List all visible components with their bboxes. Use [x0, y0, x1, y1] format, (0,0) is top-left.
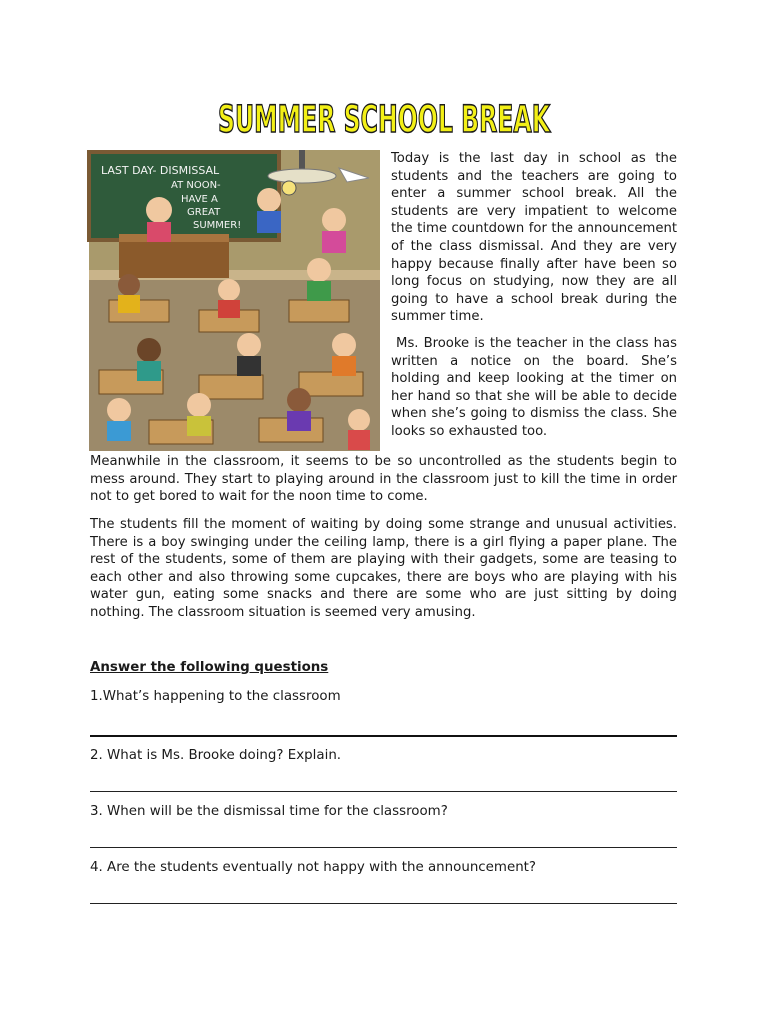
board-text-1: LAST DAY- DISMISSAL: [101, 164, 220, 177]
title-text: SUMMER SCHOOL BREAK: [218, 98, 551, 141]
paragraph-teacher: Ms. Brooke is the teacher in the class has written a notice on the board. She’s holding and keep looking at the timer on her hand so that she will be able to decide when she’s going to dismiss the class. She looks so exhausted too.: [391, 335, 677, 439]
board-text-5: SUMMER!: [193, 220, 242, 231]
paragraph-classroom: Meanwhile in the classroom, it seems to be so uncontrolled as the students begin to mess around. They start to playing around in the classroom just to kill the time in order not to get bored to wait for the noon time to come.: [90, 454, 677, 505]
question-2: 2. What is Ms. Brooke doing? Explain.: [90, 748, 342, 763]
title-wordart: [174, 88, 594, 144]
questions-heading: Answer the following questions: [90, 660, 329, 675]
answer-line-4[interactable]: [90, 903, 677, 904]
question-3: 3. When will be the dismissal time for the classroom?: [90, 804, 448, 819]
question-1: 1.What’s happening to the classroom: [90, 689, 341, 704]
question-4: 4. Are the students eventually not happy with the announcement?: [90, 860, 537, 875]
board-text-2: AT NOON-: [171, 180, 221, 191]
classroom-cartoon-image: [89, 150, 380, 451]
board-text-4: GREAT: [187, 207, 221, 218]
answer-line-3[interactable]: [90, 847, 677, 848]
paragraph-activities: The students fill the moment of waiting by doing some strange and unusual activities. There is a boy swinging under the ceiling lamp, there is a girl flying a paper plane. The rest of the students, some of them are playing with their gadgets, some are teasing to each other and also throwing some cupcakes, there are boys who are playing with his water gun, eating some snacks and there are some who are just sitting by doing nothing. The classroom situation is seemed very amusing.: [90, 517, 677, 620]
worksheet-title: [0, 88, 768, 144]
side-text-column: [391, 150, 677, 450]
classroom-illustration: [89, 150, 380, 451]
answer-line-2[interactable]: [90, 791, 677, 792]
answer-line-1[interactable]: [90, 735, 677, 737]
paragraph-intro: Today is the last day in school as the students and the teachers are going to enter a summer school break. All the students are very impatient to welcome the time countdown for the announcement of the class dismissal. And they are very happy because finally after have been so long focus on studying, now they are all going to have a school break during the summer time.: [391, 151, 677, 325]
board-text-3: HAVE A: [181, 194, 218, 205]
